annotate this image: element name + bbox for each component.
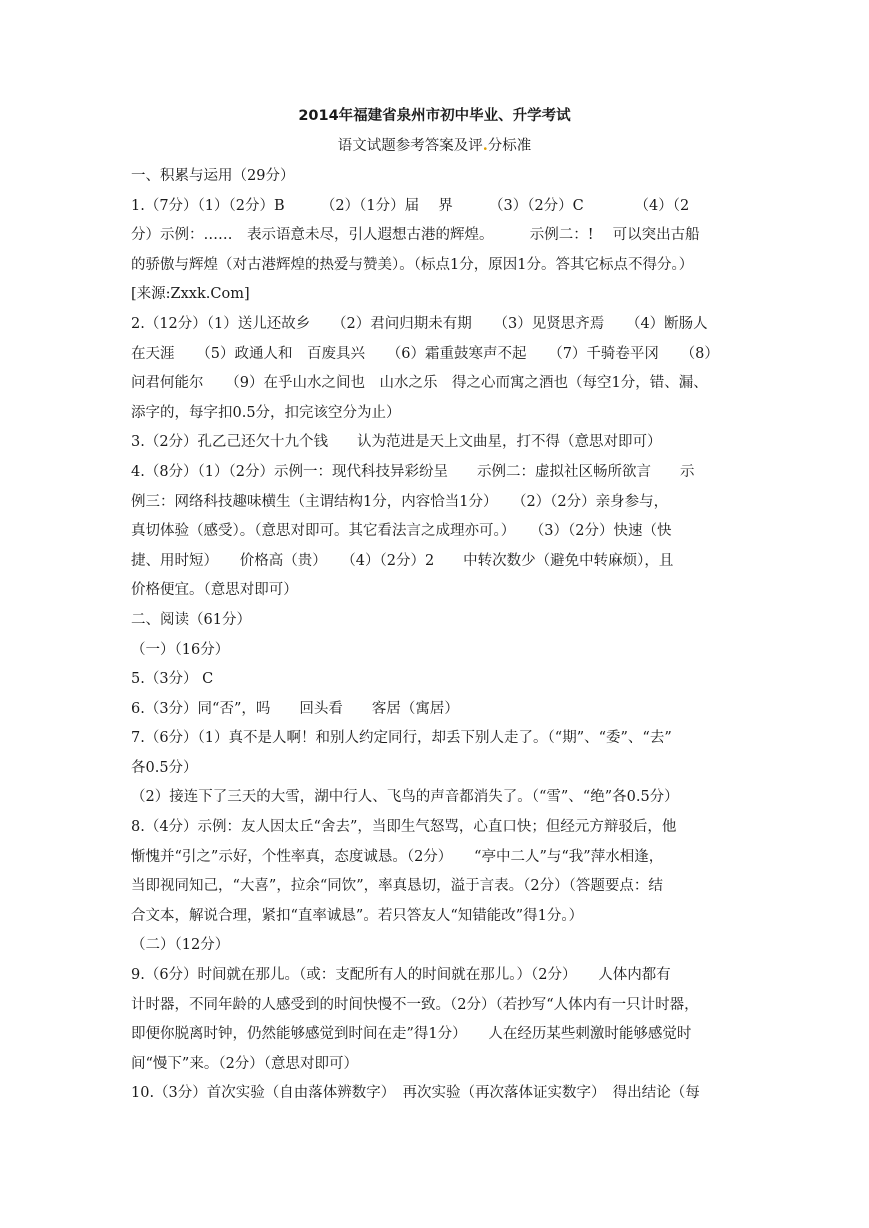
subsection-heading: （一）（16分） <box>131 641 230 658</box>
text-line: 1.（7分）（1）（2分）B （2）（1分）届 界 （3）（2分）C （4）（2 <box>131 197 690 214</box>
text-line: 分）示例：…… 表示语意未尽，引人遐想古港的辉煌。 示例二：! 可以突出古船 <box>131 227 700 244</box>
text-line: 真切体验（感受）。（意思对即可。其它看法言之成理亦可。） （3）（2分）快速（快 <box>131 523 672 540</box>
text-line: 5.（3分） C <box>131 671 214 688</box>
text-line: 例三：网络科技趣味横生（主谓结构1分，内容恰当1分） （2）（2分）亲身参与， <box>131 493 669 510</box>
section-heading: 一、积累与运用（29分） <box>131 168 295 184</box>
text-line: 各0.5分） <box>131 759 198 776</box>
text-line: 的骄傲与辉煌（对古港辉煌的热爱与赞美）。（标点1分，原因1分。答其它标点不得分。） <box>131 256 694 273</box>
source-note: [来源:Zxxk.Com] <box>131 286 250 303</box>
answer-body <box>131 162 741 1109</box>
subsection-heading: （二）（12分） <box>131 937 230 954</box>
subtitle-text-start: 语文试题参考答案及评 <box>337 138 483 154</box>
text-line: 即便你脱离时钟，仍然能够感觉到时间在走”得1分） 人在经历某些刺激时能够感觉时 <box>131 1026 692 1043</box>
text-line: 4.（8分）（1）（2分）示例一：现代科技异彩纷呈 示例二：虚拟社区畅所欲言 示 <box>131 463 695 480</box>
subtitle-text-end: 分标准 <box>487 138 532 154</box>
section-heading: 二、阅读（61分） <box>131 611 251 628</box>
text-line: 6.（3分）同“否”，吗 回头看 客居（寓居） <box>131 700 459 717</box>
text-line: 间“慢下”来。（2分）（意思对即可） <box>131 1055 359 1072</box>
text-line: 3.（2分）孔乙己还欠十九个钱 认为范进是天上文曲星，打不得（意思对即可） <box>131 434 662 451</box>
text-line: 10.（3分）首次实验（自由落体辨数字） 再次实验（再次落体证实数字） 得出结论（每 <box>131 1085 700 1102</box>
text-line: 问君何能尔 （9）在乎山水之间也 山水之乐 得之心而寓之酒也（每空1分，错、漏、 <box>131 375 708 392</box>
text-line: 2.（12分）（1）送儿还故乡 （2）君问归期未有期 （3）见贤思齐焉 （4）断肠人 <box>131 315 708 332</box>
text-line: 7.（6分）（1）真不是人啊！和别人约定同行，却丢下别人走了。（“期”、“委”、“去” <box>131 730 672 747</box>
text-line: 捷、用时短） 价格高（贵） （4）（2分）2 中转次数少（避免中转麻烦），且 <box>131 552 674 569</box>
text-line: 计时器，不同年龄的人感受到的时间快慢不一致。（2分）（若抄写“人体内有一只计时器， <box>131 996 699 1013</box>
page-subtitle <box>0 134 869 155</box>
text-line: 8.（4分）示例：友人因太丘“舍去”，当即生气怒骂，心直口快；但经元方辩驳后，他 <box>131 819 677 836</box>
text-line: 惭愧并“引之”示好，个性率真，态度诚恳。（2分） “亭中二人”与“我”萍水相逢， <box>131 848 664 865</box>
text-line: （2）接连下了三天的大雪，湖中行人、飞鸟的声音都消失了。（“雪”、“绝”各0.5分） <box>131 789 679 806</box>
subtitle-dot: . <box>482 137 488 154</box>
page-title: 2014年福建省泉州市初中毕业、升学考试 <box>298 108 571 124</box>
text-line: 在天涯 （5）政通人和 百废具兴 （6）霜重鼓寒声不起 （7）千骑卷平冈 （8） <box>131 345 719 362</box>
text-line: 9.（6分）时间就在那儿。（或：支配所有人的时间就在那儿。）（2分） 人体内都有 <box>131 967 671 984</box>
text-line: 添字的，每字扣0.5分，扣完该空分为止） <box>131 404 401 421</box>
text-line: 当即视同知己，“大喜”，拉余“同饮”，率真恳切，溢于言表。（2分）（答题要点：结 <box>131 878 663 895</box>
text-line: 合文本，解说合理，紧扣“直率诚恳”。若只答友人“知错能改”得1分。） <box>131 907 584 924</box>
text-line: 价格便宜。（意思对即可） <box>131 582 298 599</box>
